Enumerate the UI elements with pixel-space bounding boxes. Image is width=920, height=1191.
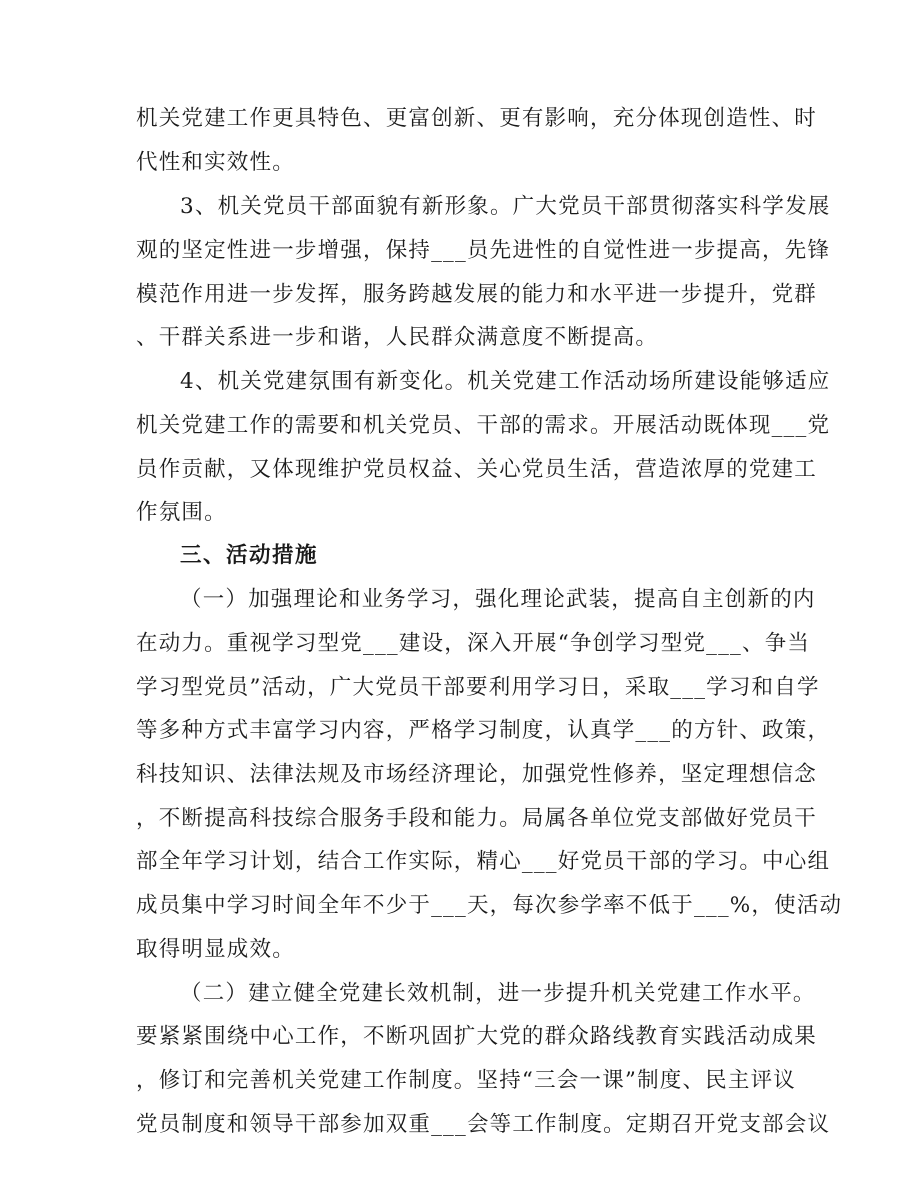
text-line: 学习型党员”活动，广大党员干部要利用学习日，采取___学习和自学 — [136, 675, 820, 700]
text-line: 代性和实效性。 — [136, 150, 295, 175]
text-line: 成员集中学习时间全年不少于___天，每次参学率不低于___%，使活动 — [136, 893, 843, 918]
text-line: 、干群关系进一步和谐，人民群众满意度不断提高。 — [136, 325, 659, 350]
text-line: 党员制度和领导干部参加双重___会等工作制度。定期召开党支部会议 — [136, 1112, 831, 1137]
text-line: 取得明显成效。 — [136, 937, 295, 962]
text-line: 部全年学习计划，结合工作实际，精心___好党员干部的学习。中心组 — [136, 849, 831, 874]
text-line: 机关党建工作更具特色、更富创新、更有影响，充分体现创造性、时 — [136, 106, 818, 131]
text-line: ，不断提高科技综合服务手段和能力。局属各单位党支部做好党员干 — [136, 806, 818, 831]
text-line: 要紧紧围绕中心工作，不断巩固扩大党的群众路线教育实践活动成果 — [136, 1024, 818, 1049]
text-line: 在动力。重视学习型党___建设，深入开展“争创学习型党___、争当 — [136, 631, 811, 656]
text-line: （二）建立健全党建长效机制，进一步提升机关党建工作水平。 — [180, 981, 816, 1006]
text-line: 观的坚定性进一步增强，保持___员先进性的自觉性进一步提高，先锋 — [136, 238, 831, 263]
text-line: ，修订和完善机关党建工作制度。坚持“三会一课”制度、民主评议 — [136, 1068, 796, 1093]
text-line: 模范作用进一步发挥，服务跨越发展的能力和水平进一步提升，党群 — [136, 282, 818, 307]
text-line: 科技知识、法律法规及市场经济理论，加强党性修养，坚定理想信念 — [136, 762, 818, 787]
section-heading: 三、活动措施 — [180, 543, 319, 568]
text-line: （一）加强理论和业务学习，强化理论武装，提高自主创新的内 — [180, 587, 816, 612]
text-line: 4、机关党建氛围有新变化。机关党建工作活动场所建设能够适应 — [180, 369, 831, 394]
text-line: 员作贡献，又体现维护党员权益、关心党员生活，营造浓厚的党建工 — [136, 457, 818, 482]
text-line: 机关党建工作的需要和机关党员、干部的需求。开展活动既体现___党 — [136, 413, 831, 438]
text-line: 作氛围。 — [136, 500, 227, 525]
text-line: 3、机关党员干部面貌有新形象。广大党员干部贯彻落实科学发展 — [180, 194, 831, 219]
text-line: 等多种方式丰富学习内容，严格学习制度，认真学___的方针、政策， — [136, 718, 831, 743]
